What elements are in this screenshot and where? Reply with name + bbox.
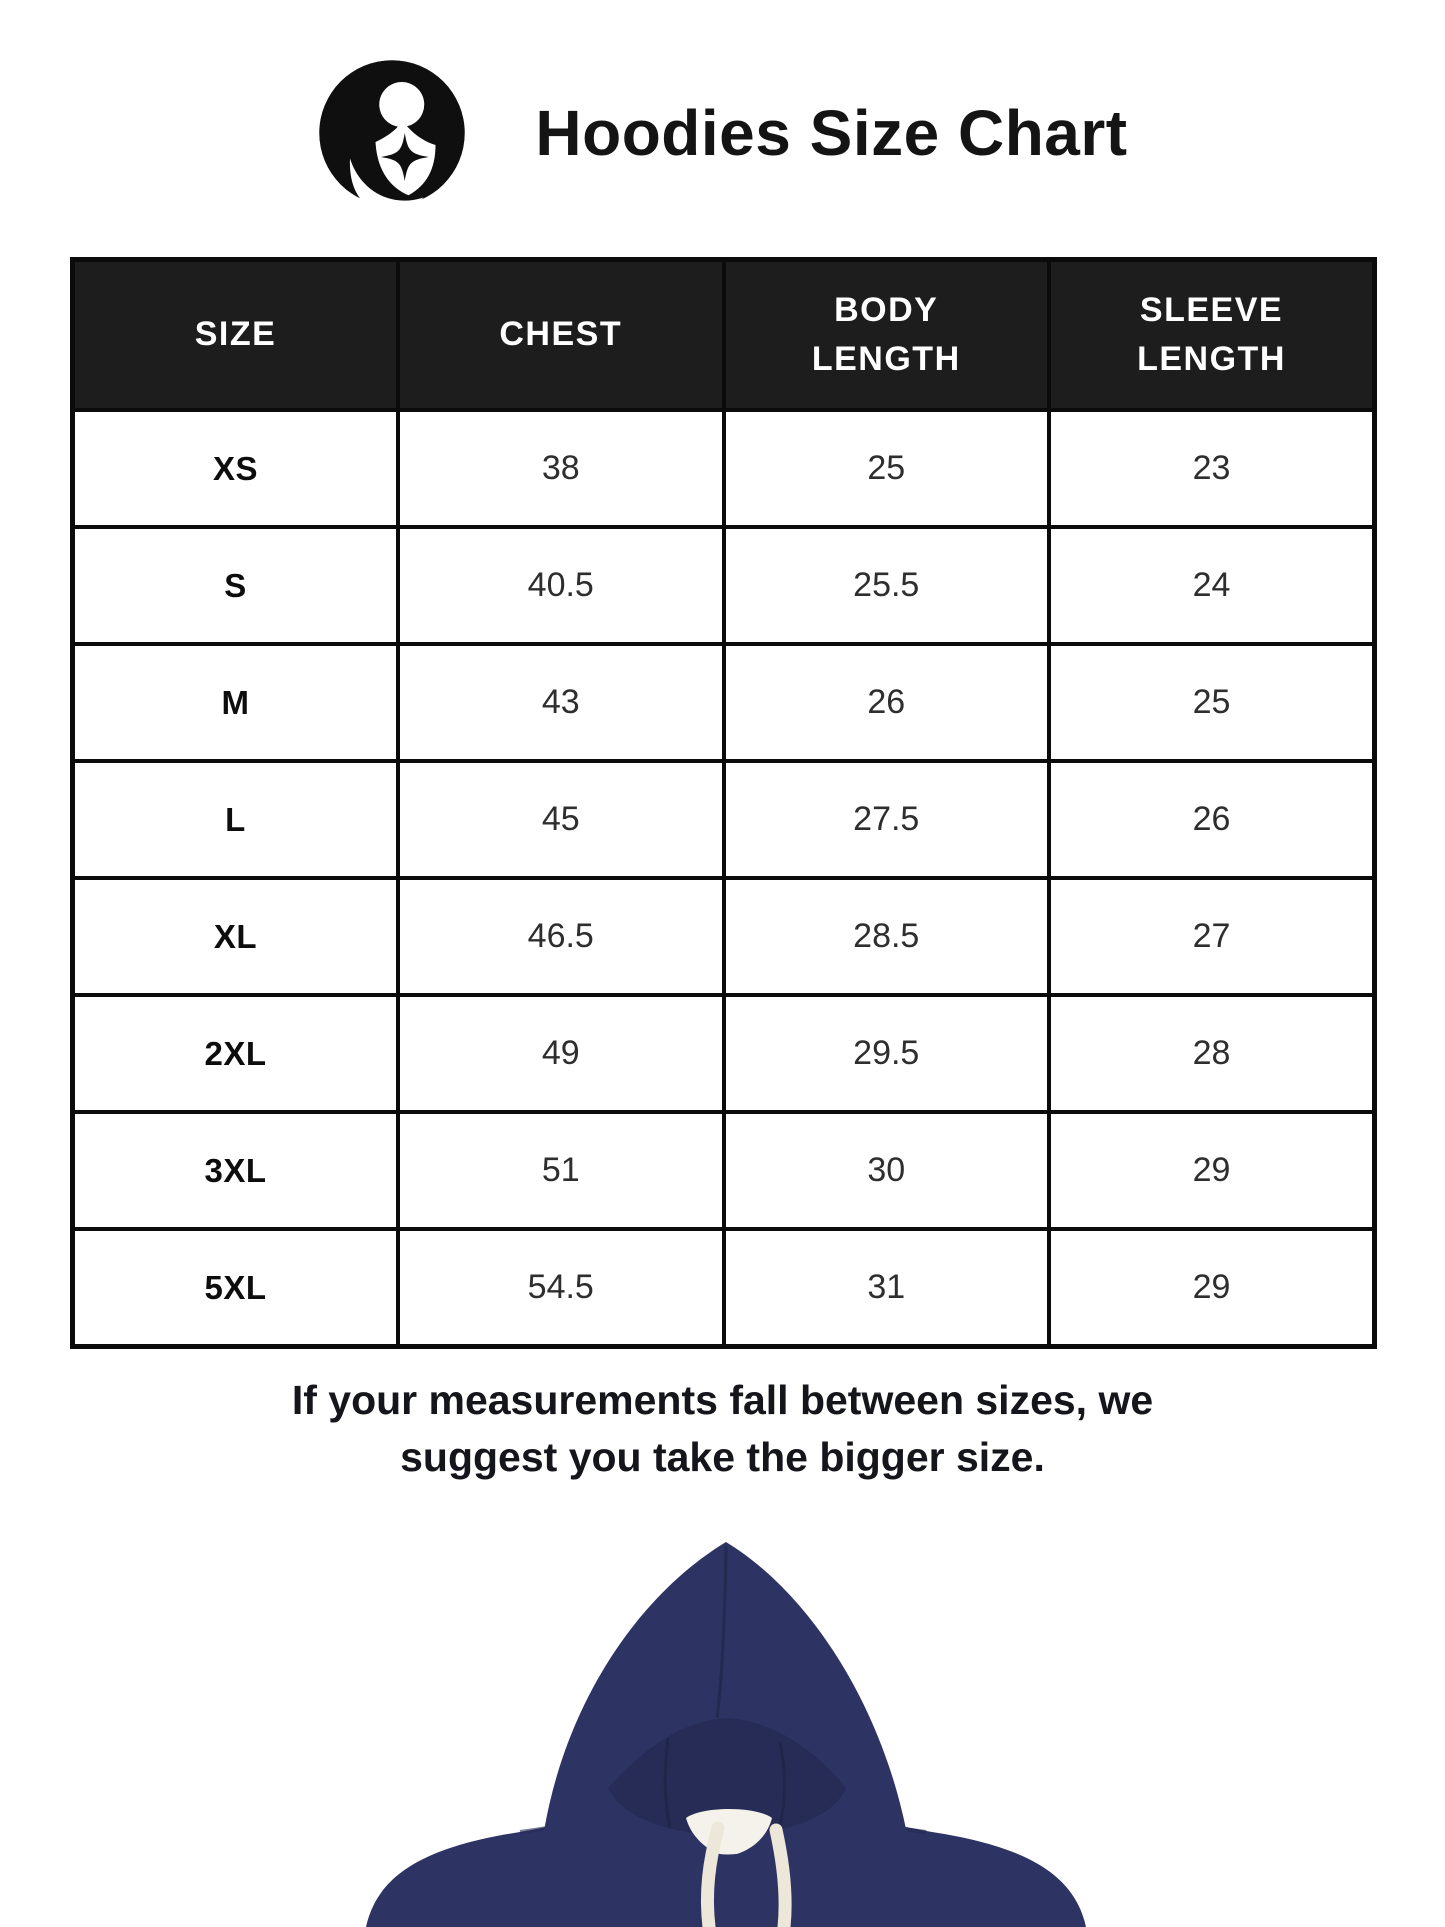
cell-sleeve-length: 29 (1049, 1112, 1375, 1229)
table-row (73, 995, 1375, 1112)
cell-sleeve-length: 27 (1049, 878, 1375, 995)
sizing-note (0, 1372, 1445, 1485)
table-row (73, 878, 1375, 995)
table-row (73, 644, 1375, 761)
cell-chest: 51 (398, 1112, 724, 1229)
cell-body-length: 25 (724, 410, 1050, 527)
cell-body-length: 26 (724, 644, 1050, 761)
table-row (73, 410, 1375, 527)
cell-body-length: 28.5 (724, 878, 1050, 995)
cell-size: 2XL (73, 995, 399, 1112)
column-header-size: SIZE (73, 260, 399, 411)
hoodie-product-image (328, 1532, 1118, 1927)
cell-size: 5XL (73, 1229, 399, 1347)
column-header-chest: CHEST (398, 260, 724, 411)
cell-body-length: 31 (724, 1229, 1050, 1347)
cell-chest: 54.5 (398, 1229, 724, 1347)
sizing-note-line2: suggest you take the bigger size. (400, 1433, 1045, 1480)
table-row (73, 761, 1375, 878)
cell-sleeve-length: 24 (1049, 527, 1375, 644)
cell-chest: 46.5 (398, 878, 724, 995)
sizing-note-line1: If your measurements fall between sizes, we (291, 1377, 1154, 1423)
size-chart-table (70, 257, 1377, 1349)
navy-hoodie-illustration (328, 1532, 1118, 1927)
cell-chest: 45 (398, 761, 724, 878)
cell-size: L (73, 761, 399, 878)
cell-size: XL (73, 878, 399, 995)
cell-sleeve-length: 26 (1049, 761, 1375, 878)
cell-chest: 49 (398, 995, 724, 1112)
table-row (73, 527, 1375, 644)
cell-body-length: 30 (724, 1112, 1050, 1229)
cell-body-length: 29.5 (724, 995, 1050, 1112)
cell-size: S (73, 527, 399, 644)
cell-sleeve-length: 23 (1049, 410, 1375, 527)
page-title: Hoodies Size Chart (535, 97, 1128, 169)
cell-sleeve-length: 29 (1049, 1229, 1375, 1347)
column-header-sleeve-length: SLEEVE LENGTH (1049, 260, 1375, 411)
table-header-row (73, 260, 1375, 411)
cell-size: 3XL (73, 1112, 399, 1229)
cell-chest: 40.5 (398, 527, 724, 644)
table-row (73, 1229, 1375, 1347)
cell-sleeve-length: 28 (1049, 995, 1375, 1112)
table-row (73, 1112, 1375, 1229)
cell-sleeve-length: 25 (1049, 644, 1375, 761)
brand-logo (317, 58, 467, 208)
person-with-star-emblem-icon (317, 58, 467, 208)
cell-chest: 38 (398, 410, 724, 527)
cell-body-length: 25.5 (724, 527, 1050, 644)
header (0, 58, 1445, 208)
cell-chest: 43 (398, 644, 724, 761)
column-header-body-length: BODY LENGTH (724, 260, 1050, 411)
cell-size: M (73, 644, 399, 761)
cell-body-length: 27.5 (724, 761, 1050, 878)
cell-size: XS (73, 410, 399, 527)
